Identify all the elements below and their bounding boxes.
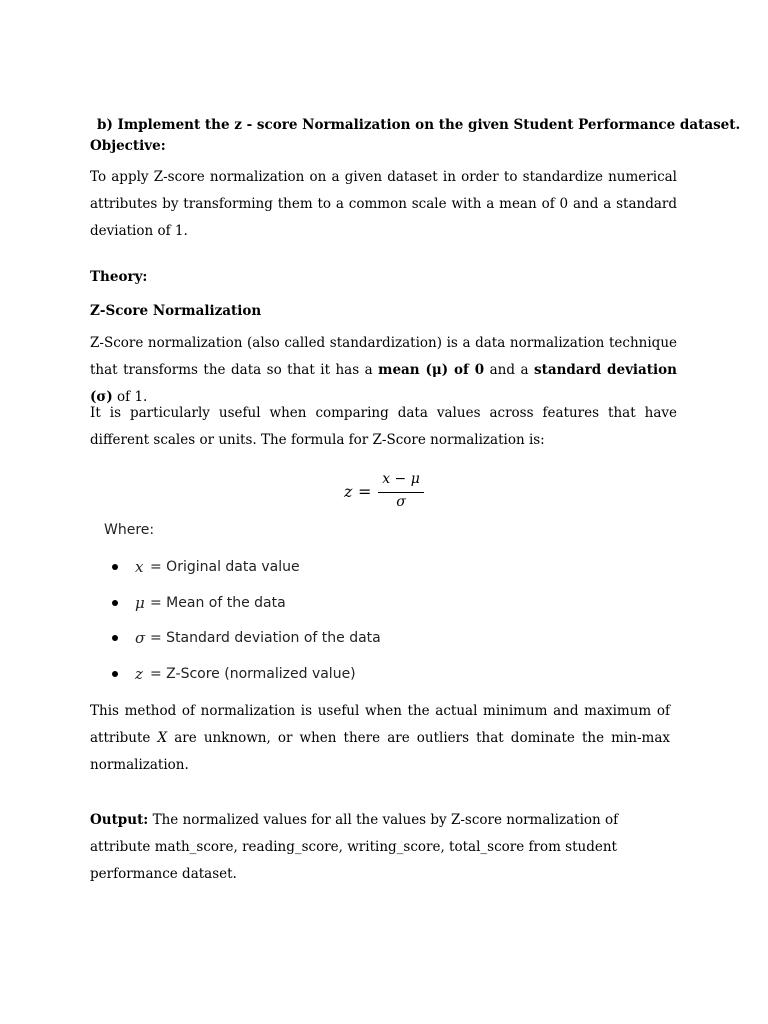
formula-denominator: σ (396, 494, 406, 510)
bullet-icon (112, 635, 118, 641)
variable-description: = Original data value (150, 559, 300, 575)
formula-intro-paragraph: It is particularly useful when comparing data values across features that have different scales or units. The formula for Z-Score normalization is: (90, 405, 677, 448)
output-label: Output: (90, 812, 149, 828)
zscore-def-mid: and a (484, 362, 535, 378)
zscore-definition-paragraph (90, 330, 677, 411)
variable-description: = Mean of the data (150, 594, 286, 611)
variable-symbol: x (135, 558, 144, 576)
objective-text: To apply Z-score normalization on a given dataset in order to standardize numerical attributes by transforming them to a common scale with a mean of 0 and a standard deviation of 1. (90, 169, 677, 239)
mean-bold-text: mean (μ) of 0 (378, 362, 485, 378)
formula-equals: = (358, 482, 372, 501)
where-label: Where: (104, 522, 155, 538)
bullet-icon (112, 564, 118, 570)
bullet-icon (112, 671, 118, 677)
zscore-def-end: of 1. (112, 389, 148, 405)
variable-description: = Z-Score (normalized value) (150, 665, 356, 682)
zscore-def-start: Z-Score normalization (also called standardization) is a data normalization technique that transforms the data so that it has a (90, 335, 677, 378)
variable-symbol: μ (135, 593, 145, 612)
fraction-bar (378, 492, 424, 493)
formula-lhs: z (344, 482, 353, 501)
variable-symbol: z (135, 664, 143, 683)
variable-description: = Standard deviation of the data (150, 630, 381, 646)
theory-label: Theory: (90, 269, 148, 285)
zscore-formula (344, 472, 434, 516)
attribute-variable: X (157, 730, 168, 746)
bullet-icon (112, 600, 118, 606)
variable-symbol: σ (135, 629, 146, 647)
task-heading: b) Implement the z - score Normalization on the given Student Performance dataset. (97, 117, 741, 133)
output-text: The normalized values for all the values by Z-score normalization of attribute math_score, reading_score, writing_score, total_score from student performance dataset. (90, 812, 619, 882)
method-text-start: This method of normalization is useful when the actual minimum and maximum of attribute (90, 703, 670, 746)
formula-numerator: x − μ (382, 471, 420, 487)
method-paragraph (90, 698, 670, 779)
std-dev-bold-text: standard deviation (σ) (90, 362, 677, 405)
output-paragraph (90, 807, 670, 888)
method-text-end: are unknown, or when there are outliers that dominate the min-max normalization. (90, 730, 670, 773)
zscore-section-title: Z-Score Normalization (90, 303, 262, 319)
objective-label: Objective: (90, 138, 166, 154)
